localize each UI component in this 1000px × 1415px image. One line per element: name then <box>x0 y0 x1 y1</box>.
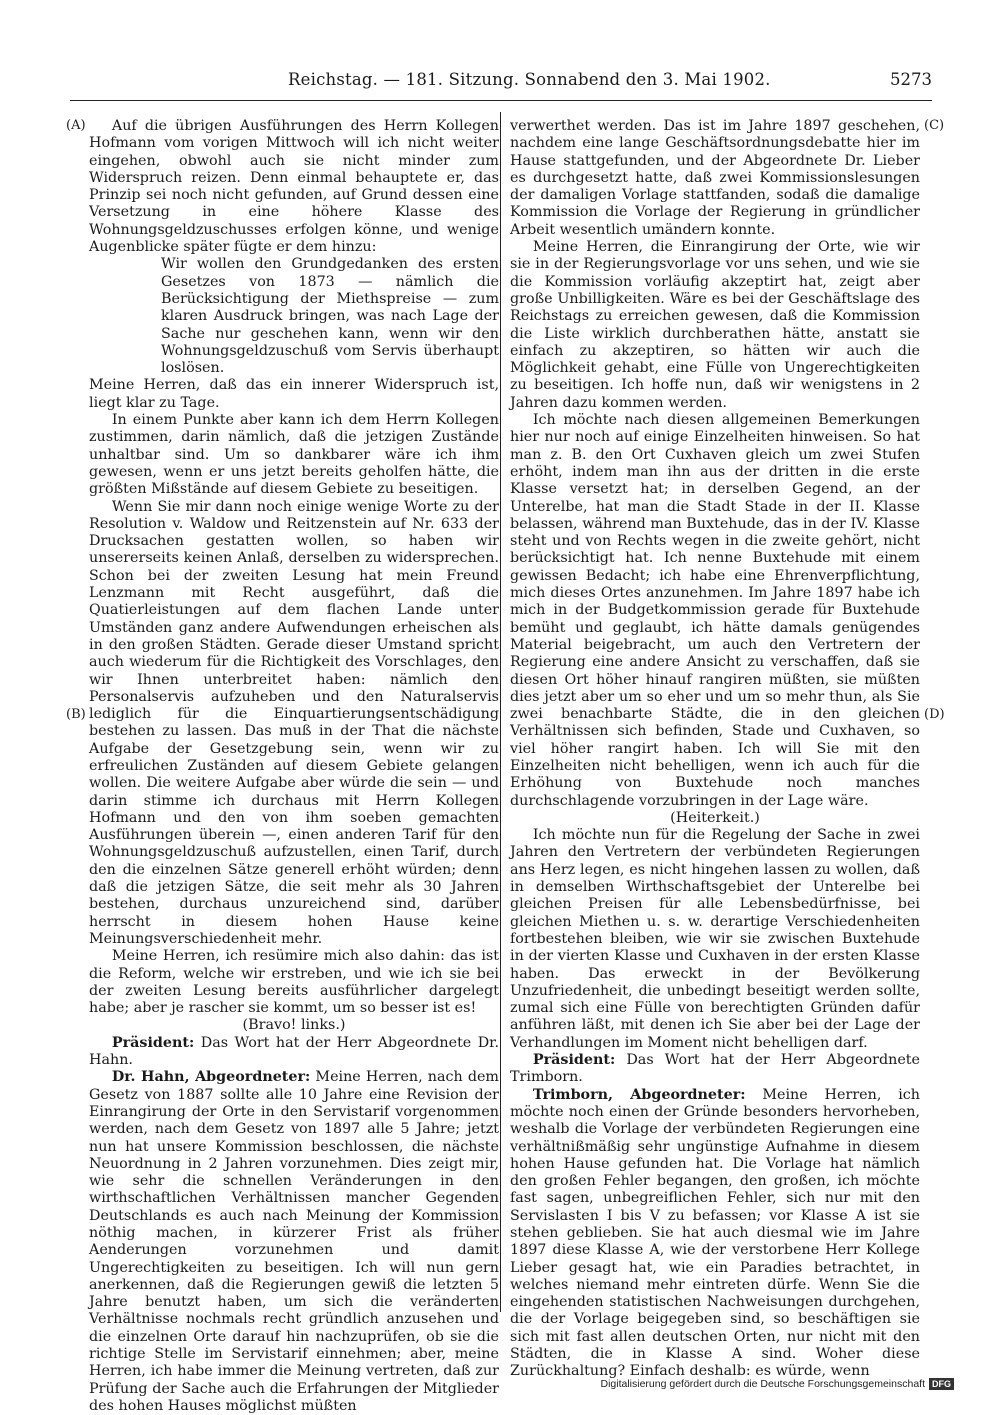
speaker-paragraph: Trimborn, Abgeordneter: Meine Herren, ich möchte noch einen der Gründe besonders hervorheben, weshalb die Vorlage der verbündeten Regierungen eine verhältnißmäßig sehr ungünstige Aufnahme in diesem hohen Hause gefunden hat. Die Vorlage hat nämlich den großen Fehler begangen, den großen, ich möchte fast sagen, unbegreiflichen Fehler, sich nur mit den Servislasten I bis V zu befassen; vor Klasse A ist sie stehen geblieben. Sie hat auch diesmal wie im Jahre 1897 diese Klasse A, wie der verstorbene Herr Kollege Lieber gesagt hat, wie ein Paradies betrachtet, in welches niemand mehr eintreten dürfe. Wenn Sie die eingehenden statistischen Nachweisungen durchgehen, die der Vorlage beigegeben sind, so beschäftigen sie sich mit fast allen deutschen Orten, nur nicht mit den Städten, die in Klasse A sind. Woher diese Zurückhaltung? Einfach deshalb: es würde, wenn <box>510 1086 920 1380</box>
speaker-name: Trimborn, Abgeordneter: <box>532 1086 746 1103</box>
paragraph: Meine Herren, ich resümire mich also dahin: das ist die Reform, welche wir erstreben, und wie ich sie bei der zweiten Lesung bereits ausführlicher dargelegt habe; aber je rascher sie kommt, um so besser ist es! <box>89 948 499 1017</box>
speaker-name: Dr. Hahn, Abgeordneter: <box>111 1069 311 1086</box>
dfg-logo: DFG <box>929 1378 954 1390</box>
margin-mark-d: (D) <box>924 707 945 722</box>
speaker-paragraph: Dr. Hahn, Abgeordneter: Meine Herren, nach dem Gesetz von 1887 sollte alle 10 Jahre eine Revision der Einrangirung der Orte in den Servistarif vorgenommen werden, nach dem Gesetz von 1897 alle 5 Jahre; jetzt nun hat unsere Kommission beschlossen, die nächste Neuordnung in 2 Jahren vorzunehmen. Dies zeigt mir, wie sehr die schnellen Veränderungen in den wirthschaftlichen Verhältnissen mancher Gegenden Deutschlands es auch nach Meinung der Kommission nöthig machen, in kürzerer Frist als früher Aenderungen vorzunehmen und damit Ungerechtigkeiten zu beseitigen. Ich will nun gern anerkennen, daß die Regierungen gewiß die letzten 5 Jahre benutzt haben, um sich die veränderten Verhältnisse nochmals recht gründlich anzusehen und die einzelnen Orte darauf hin nachzuprüfen, ob sie die richtige Stelle im Servistarif einnehmen; aber, meine Herren, ich habe immer die Meinung vertreten, daß zur Prüfung der Sache auch die Erfahrungen der Mitglieder des hohen Hauses möglichst müßten <box>89 1069 499 1414</box>
footer-credit: Digitalisierung gefördert durch die Deutsche Forschungsgemeinschaft <box>600 1378 925 1390</box>
speaker-name: Präsident: <box>111 1034 195 1051</box>
column-divider <box>500 112 501 1312</box>
footer <box>600 1378 954 1390</box>
quotation: Wir wollen den Grundgedanken des ersten Gesetzes von 1873 — nämlich die Berücksichtigung der Miethspreise — zum klaren Ausdruck bringen, was nach Lage der Sache nur geschehen kann, wenn wir den Wohnungsgeldzuschuß vom Servis überhaupt loslösen. <box>161 256 499 377</box>
speaker-paragraph: Präsident: Das Wort hat der Herr Abgeordnete Trimborn. <box>510 1052 920 1086</box>
margin-mark-b: (B) <box>66 707 86 722</box>
margin-mark-a: (A) <box>66 118 86 133</box>
speaker-name: Präsident: <box>532 1052 616 1069</box>
paragraph: Wenn Sie mir dann noch einige wenige Worte zu der Resolution v. Waldow und Reitzenstein auf Nr. 633 der Drucksachen gestatten wollen, so haben wir unsererseits keinen Anlaß, derselben zu widersprechen. Schon bei der zweiten Lesung hat mein Freund Lenzmann mit Recht ausgeführt, daß die Quatierleistungen auf dem flachen Lande unter Umständen ganz andere Aufwendungen erheischen als in den großen Städten. Gerade dieser Umstand spricht auch wiederum für die Richtigkeit des Vorschlages, den wir Ihnen unterbreitet haben: nämlich den Personalservis aufzuheben und den Naturalservis lediglich für die Einquartierungsentschädigung bestehen zu lassen. Das muß in der That die nächste Aufgabe der Gesetzgebung sein, wenn wir zu erfreulichen Zuständen auf diesem Gebiete gelangen wollen. Die weitere Aufgabe aber würde die sein — und darin stimme ich durchaus mit Herrn Kollegen Hofmann und den von ihm soeben gemachten Ausführungen überein —, einen anderen Tarif für den Wohnungsgeldzuschuß aufzustellen, einen Tarif, durch den die einzelnen Sätze generell erhöht würden; denn daß die jetzigen Sätze, die seit mehr als 30 Jahren bestehen, durchaus unzureichend sind, darüber herrscht in diesem hohen Hause keine Meinungsverschiedenheit mehr. <box>89 498 499 947</box>
running-title: Reichstag. — 181. Sitzung. Sonnabend den 3. Mai 1902. <box>288 70 771 89</box>
interjection: (Bravo! links.) <box>242 1017 346 1034</box>
speaker-paragraph: Präsident: Das Wort hat der Herr Abgeordnete Dr. Hahn. <box>89 1034 499 1069</box>
paragraph: In einem Punkte aber kann ich dem Herrn Kollegen zustimmen, darin nämlich, daß die jetzigen Zustände unhaltbar sind. Um so dankbarer wäre ich ihm gewesen, wenn er uns jetzt bereits geholfen hätte, die größten Mißstände auf diesem Gebiete zu beseitigen. <box>89 412 499 498</box>
paragraph: Auf die übrigen Ausführungen des Herrn Kollegen Hofmann vom vorigen Mittwoch will ich nicht weiter eingehen, obwohl auch sie nicht minder zum Widerspruch reizen. Denn einmal behauptete er, das Prinzip sei noch nicht gefunden, auf Grund dessen eine Versetzung in eine höhere Klasse des Wohnungsgeldzuschusses erfolgen könne, und wenige Augenblicke später fügte er dem hinzu: <box>89 118 499 256</box>
right-column <box>510 118 920 1380</box>
page-header <box>70 64 932 101</box>
paragraph: verwerthet werden. Das ist im Jahre 1897 geschehen, nachdem eine lange Geschäftsordnungsdebatte hier im Hause stattgefunden, und der Abgeordnete Dr. Lieber es durchgesetzt hatte, daß zwei Kommissionslesungen der damaligen Vorlage stattfanden, sodaß die damalige Kommission die Vorlage der Regierung in gründlicher Arbeit wesentlich umändern konnte. <box>510 118 920 238</box>
paragraph: Ich möchte nach diesen allgemeinen Bemerkungen hier nur noch auf einige Einzelheiten hinweisen. So hat man z. B. den Ort Cuxhaven gleich um zwei Stufen erhöht, indem man ihn aus der dritten in die erste Klasse versetzt hat; in derselben Gegend, an der Unterelbe, hat man die Stadt Stade in der II. Klasse belassen, während man Buxtehude, das in der IV. Klasse steht und von Rechts wegen in die zweite gehört, nicht berücksichtigt hat. Ich nenne Buxtehude mit einem gewissen Bedacht; ich habe eine Ehrenverpflichtung, mich dieses Ortes anzunehmen. Im Jahre 1897 habe ich mich in der Budgetkommission gerade für Buxtehude bemüht und geglaubt, ich hätte damals genügendes Material beigebracht, um auch den Vertretern der Regierung eine andere Ansicht zu verschaffen, daß sie diesen Ort höher hinauf rangiren müßten, sie müßten dies jetzt aber um so eher und um so mehr thun, als Sie zwei benachbarte Städte, die in den gleichen Verhältnissen sich befinden, Stade und Cuxhaven, so viel höher rangirt haben. Ich will Sie mit den Einzelheiten nicht behelligen, wenn ich auch für die Erhöhung von Buxtehude noch manches durchschlagende vorzubringen in der Lage wäre. <box>510 412 920 809</box>
left-column <box>89 118 499 1414</box>
margin-mark-c: (C) <box>924 118 945 133</box>
paragraph: Meine Herren, die Einrangirung der Orte, wie wir sie in der Regierungsvorlage vor uns sehen, und wie sie die Kommission vorläufig akzeptirt hat, zeigt aber große Unbilligkeiten. Wäre es bei der Geschäftslage des Reichstags zu erreichen gewesen, daß die Kommission die Liste wirklich durchberathen hätte, anstatt sie einfach zu akzeptiren, so hätten wir auch die Möglichkeit gehabt, eine Fülle von Ungerechtigkeiten zu beseitigen. Ich hoffe nun, daß wir wenigstens in 2 Jahren dazu kommen werden. <box>510 239 920 411</box>
page-number: 5273 <box>890 70 932 89</box>
interjection: (Heiterkeit.) <box>670 809 760 826</box>
paragraph: Ich möchte nun für die Regelung der Sache in zwei Jahren den Vertretern der verbündeten Regierungen ans Herz legen, es nicht hingehen lassen zu wollen, daß in demselben Wirthschaftsgebiet der Unterelbe bei gleichen Preisen für alle Lebensbedürfnisse, bei gleichen Miethen u. s. w. derartige Verschiedenheiten fortbestehen bleiben, wie wir sie zwischen Buxtehude in der vierten Klasse und Cuxhaven in der ersten Klasse haben. Das erweckt in der Bevölkerung Unzufriedenheit, die unbedingt beseitigt werden sollte, zumal sich eine Fülle von berechtigten Gründen dafür anführen läßt, mit denen ich Sie aber bei der Lage der Verhandlungen im Moment nicht behelligen darf. <box>510 827 920 1051</box>
paragraph: Meine Herren, daß das ein innerer Widerspruch ist, liegt klar zu Tage. <box>89 377 499 411</box>
